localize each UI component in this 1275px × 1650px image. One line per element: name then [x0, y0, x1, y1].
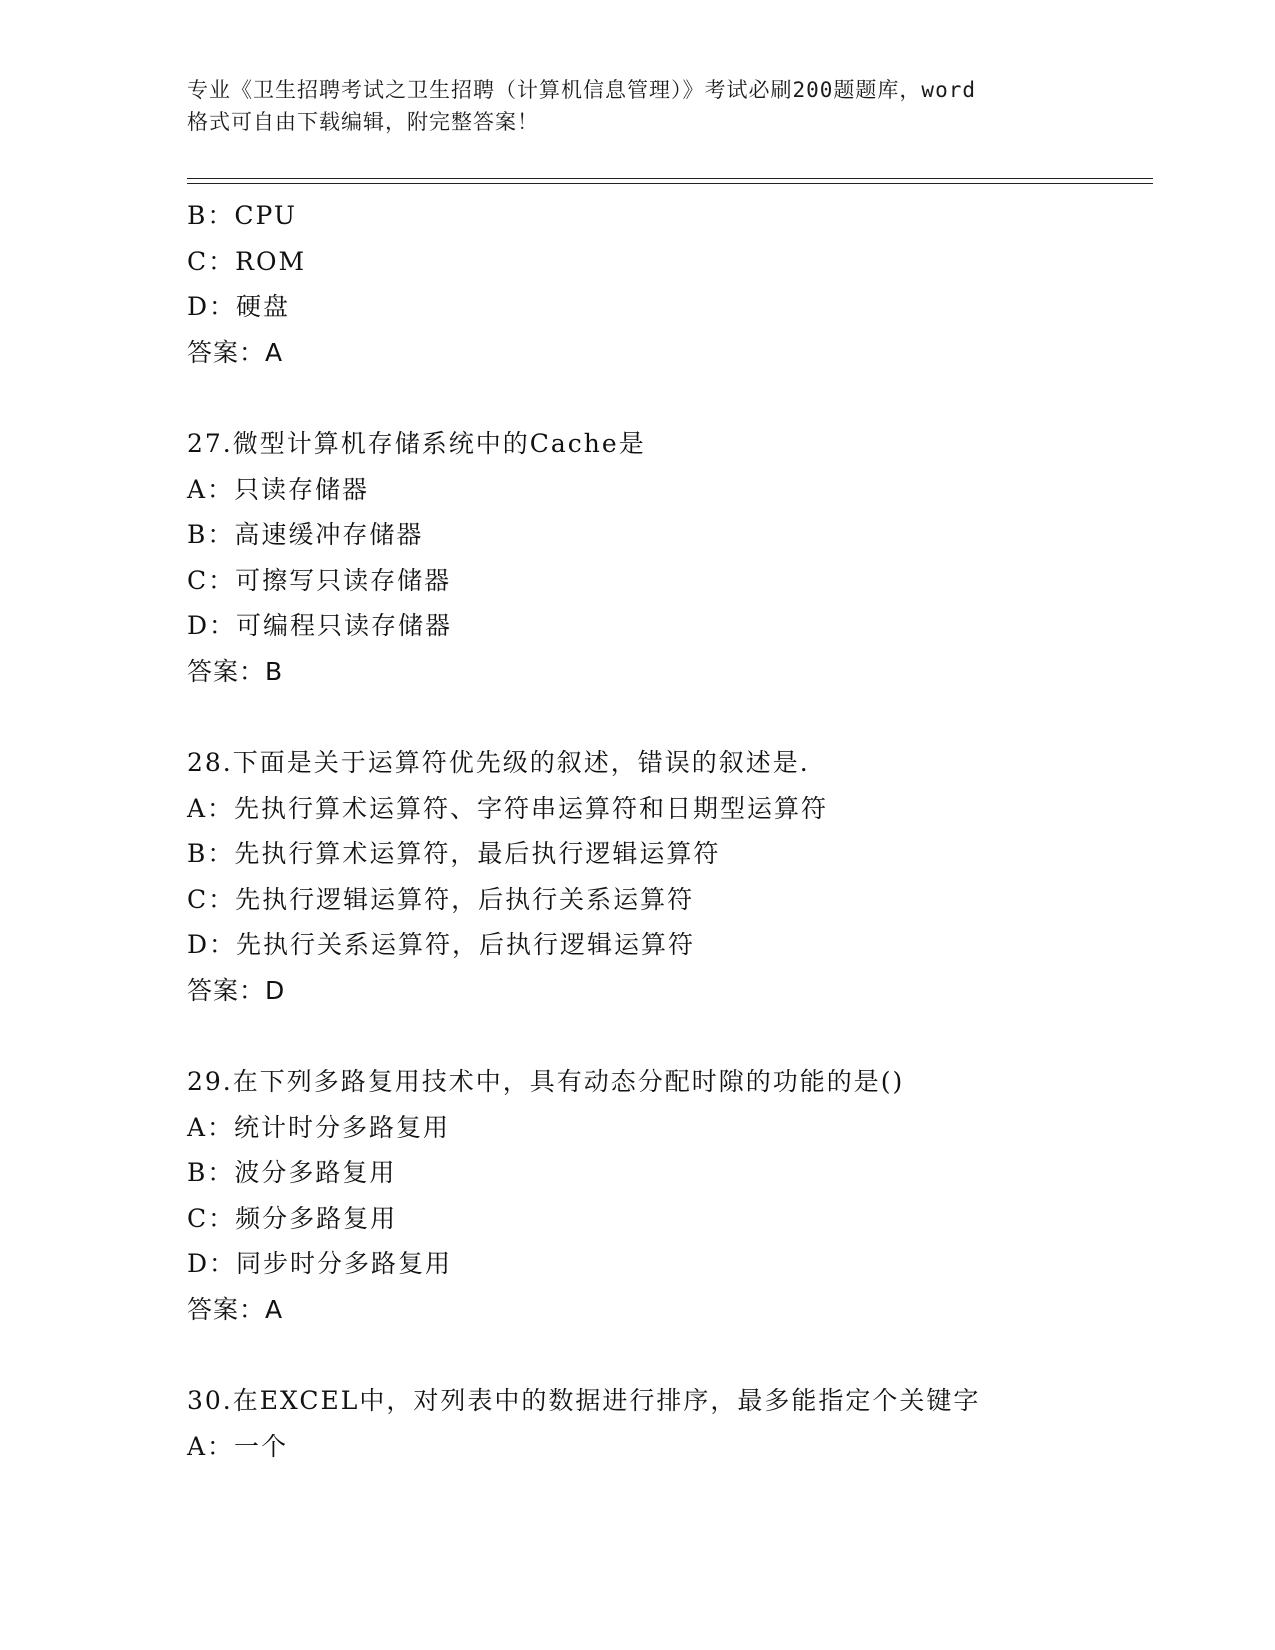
q28-answer: 答案：D	[187, 975, 286, 1005]
question-list	[187, 193, 1153, 1469]
q28-option-d: D：先执行关系运算符，后执行逻辑运算符	[187, 930, 696, 959]
document-header	[187, 74, 1107, 138]
q29-option-d: D：同步时分多路复用	[187, 1249, 453, 1278]
q29-option-c: C：频分多路复用	[187, 1203, 398, 1233]
question-30-block	[187, 1378, 1153, 1469]
q26-option-c: C：ROM	[187, 246, 307, 276]
q30-option-a: A：一个	[187, 1431, 289, 1461]
header-line-1: 专业《卫生招聘考试之卫生招聘（计算机信息管理）》考试必刷200题题库，word	[187, 78, 976, 102]
header-divider-bottom	[187, 183, 1153, 184]
q29-option-b: B：波分多路复用	[187, 1158, 397, 1187]
question-29-block	[187, 1059, 1153, 1332]
q27-question: 27.微型计算机存储系统中的Cache是	[187, 429, 646, 458]
spacer	[187, 375, 1153, 421]
question-26-block	[187, 193, 1153, 375]
header-line-2: 格式可自由下载编辑，附完整答案！	[187, 110, 539, 134]
q29-answer: 答案：A	[187, 1294, 284, 1324]
q28-question: 28.下面是关于运算符优先级的叙述，错误的叙述是.	[187, 748, 810, 777]
q29-option-a: A：统计时分多路复用	[187, 1112, 451, 1142]
question-28-block	[187, 740, 1153, 1013]
q30-question: 30.在EXCEL中，对列表中的数据进行排序，最多能指定个关键字	[187, 1386, 981, 1415]
q27-option-d: D：可编程只读存储器	[187, 611, 453, 640]
q27-option-c: C：可擦写只读存储器	[187, 565, 452, 595]
question-27-block	[187, 421, 1153, 694]
q28-option-c: C：先执行逻辑运算符，后执行关系运算符	[187, 884, 695, 914]
spacer	[187, 694, 1153, 740]
q26-answer: 答案：A	[187, 337, 284, 367]
q26-option-b: B：CPU	[187, 201, 297, 230]
q27-option-b: B：高速缓冲存储器	[187, 520, 424, 549]
spacer	[187, 1332, 1153, 1378]
spacer	[187, 1013, 1153, 1059]
q26-option-d: D：硬盘	[187, 292, 291, 321]
q29-question: 29.在下列多路复用技术中，具有动态分配时隙的功能的是()	[187, 1067, 905, 1096]
q28-option-b: B：先执行算术运算符，最后执行逻辑运算符	[187, 839, 721, 868]
q27-option-a: A：只读存储器	[187, 474, 370, 504]
q28-option-a: A：先执行算术运算符、字符串运算符和日期型运算符	[187, 793, 829, 823]
q27-answer: 答案：B	[187, 656, 284, 686]
header-divider-top	[187, 178, 1153, 179]
